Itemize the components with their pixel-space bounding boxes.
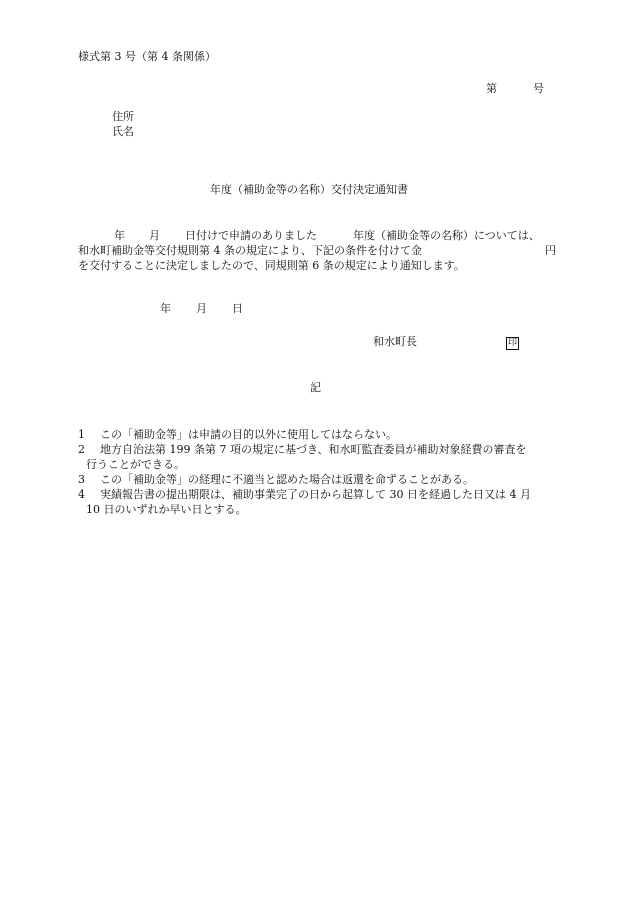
form-label: 様式第 3 号（第 4 条関係） [78, 50, 216, 63]
date-month-label: 月 [196, 302, 207, 315]
body-line2-text: 和水町補助金等交付規則第 4 条の規定により、下記の条件を付けて金 [78, 244, 422, 257]
name-label: 氏名 [112, 125, 134, 138]
condition-text: 実績報告書の提出期限は、補助事業完了の日から起算して 30 日を経過した日又は 4 月 [100, 488, 531, 501]
condition-number: 2 [78, 443, 85, 456]
condition-number: 3 [78, 473, 85, 486]
body-month-label: 月 [149, 229, 160, 242]
condition-text: この「補助金等」の経理に不適当と認めた場合は返還を命ずることがある。 [100, 473, 474, 486]
body-text-a: 日付けで申請のありました [185, 229, 317, 242]
condition-number: 4 [78, 488, 85, 501]
condition-text: この「補助金等」は申請の目的以外に使用してはならない。 [100, 428, 397, 441]
document-title: 年度（補助金等の名称）交付決定通知書 [210, 183, 408, 196]
seal-mark [506, 335, 519, 350]
condition-text: 地方自治法第 199 条第 7 項の規定に基づき、和水町監査委員が補助対象経費の審査を [100, 443, 527, 456]
body-year-label: 年 [114, 229, 125, 242]
condition-item-2 [78, 442, 564, 472]
condition-item-1 [78, 427, 564, 442]
issuer-title: 和水町長 [373, 335, 417, 348]
condition-text-continued: 行うことができる。 [86, 458, 185, 471]
date-year-label: 年 [160, 302, 171, 315]
condition-item-4 [78, 487, 564, 517]
seal-label: 印 [507, 338, 517, 348]
address-label: 住所 [112, 110, 134, 123]
date-day-label: 日 [232, 302, 243, 315]
body-line3-text: を交付することに決定しましたので、同規則第 6 条の規定により通知します。 [78, 259, 465, 272]
condition-text-continued: 10 日のいずれか早い日とする。 [86, 503, 247, 516]
document-number-suffix: 号 [533, 82, 544, 95]
condition-number: 1 [78, 428, 85, 441]
body-text-b: 年度（補助金等の名称）については、 [353, 229, 540, 242]
condition-item-3 [78, 472, 564, 487]
body-yen-label: 円 [545, 244, 556, 257]
ki-heading: 記 [310, 381, 321, 394]
document-number-prefix: 第 [486, 82, 497, 95]
